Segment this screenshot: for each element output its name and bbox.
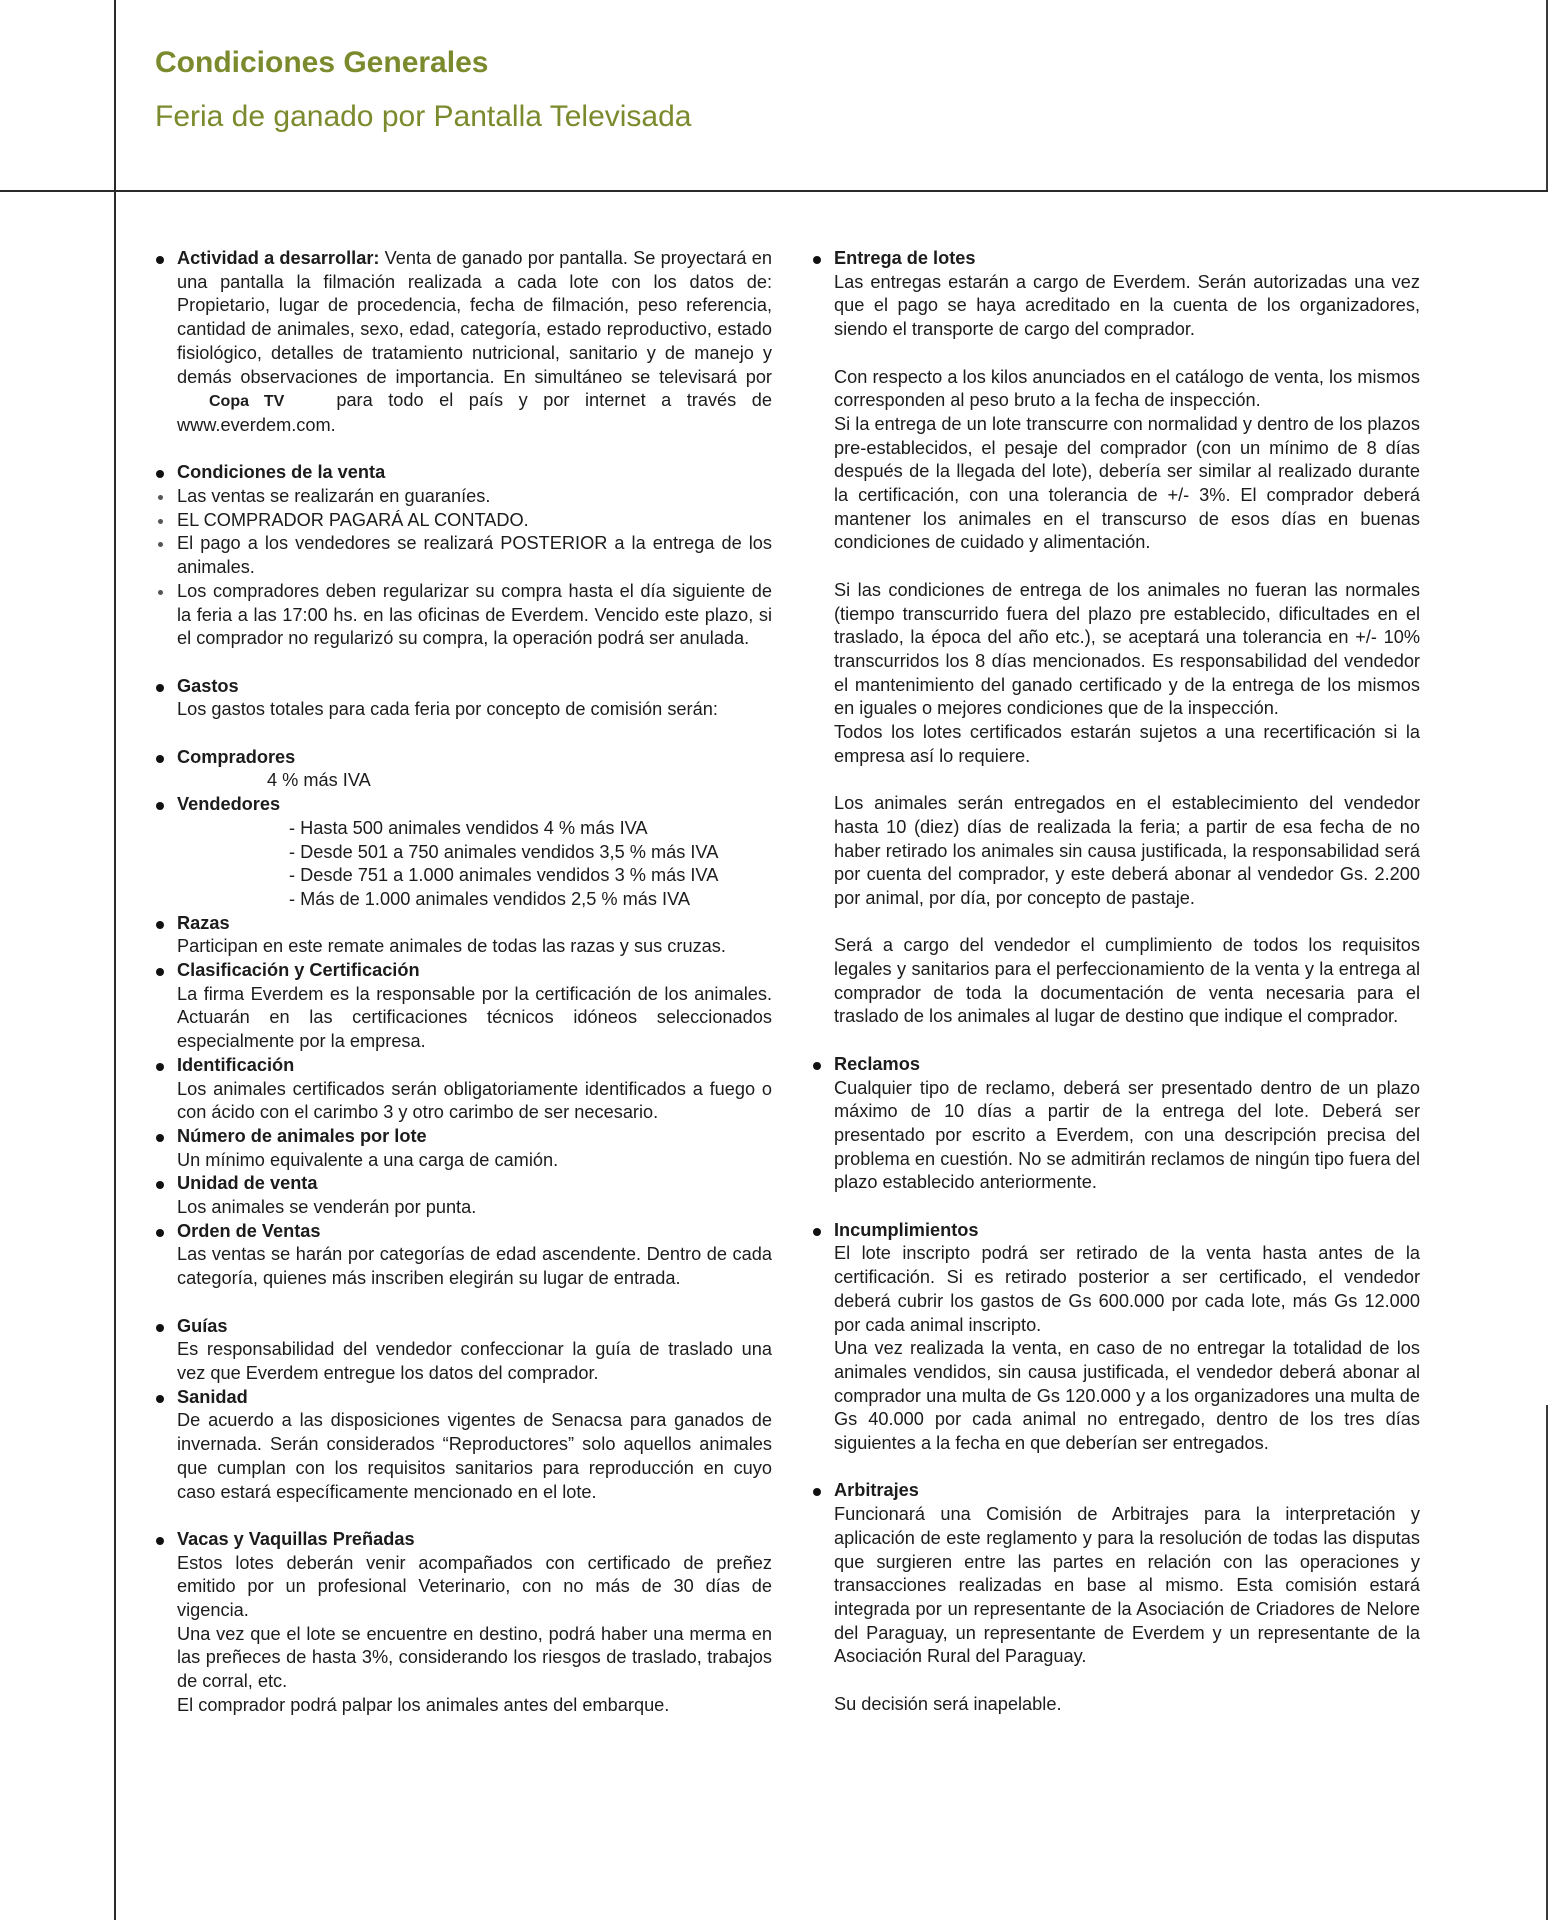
- guias-text: Es responsabilidad del vendedor confeccionar la guía de traslado una vez que Everdem entregue los datos del comprador.: [177, 1339, 772, 1383]
- section-actividad: [155, 247, 772, 438]
- entrega-text: Si la entrega de un lote transcurre con normalidad y dentro de los plazos pre-establecidos, el pesaje del comprador (con un mínimo de 8 días después de la llegada del lote), debería ser similar al realizado durante la certificación, con una tolerancia de +/- 3%. El comprador deberá mantener los animales en el transcurso de esos días en buenas condiciones de cuidado y alimentación.: [834, 413, 1420, 553]
- channel-name: Copa TV: [209, 393, 285, 411]
- clasificacion-text: La firma Everdem es la responsable por la certificación de los animales. Actuarán en las certificaciones técnicos idóneos seleccionados especialmente por la empresa.: [177, 983, 772, 1052]
- razas-title: Razas: [177, 912, 230, 933]
- unidad-title: Unidad de venta: [177, 1173, 318, 1194]
- section-incumplimientos: [812, 1219, 1420, 1456]
- left-rule: [114, 0, 116, 1920]
- actividad-label: Actividad a desarrollar:: [177, 248, 380, 268]
- left-column: [155, 247, 772, 1718]
- condiciones-item: Los compradores deben regularizar su compra hasta el día siguiente de la feria a las 17:00 hs. en las oficinas de Everdem. Vencido este plazo, si el comprador no regularizó su compra, la operación podrá ser anulada.: [155, 580, 772, 651]
- arbitrajes-decision: Su decisión será inapelable.: [834, 1693, 1062, 1714]
- section-razas: [155, 912, 772, 959]
- gastos-text: Los gastos totales para cada feria por concepto de comisión serán:: [177, 699, 718, 720]
- orden-title: Orden de Ventas: [177, 1220, 321, 1241]
- incumplimientos-text: El lote inscripto podrá ser retirado de la venta hasta antes de la certificación. Si es retirado posterior a ser certificado, el vendedor deberá cubrir los gastos de Gs 600.000 por cada lote, más Gs 12.000 por cada animal inscripto.: [834, 1243, 1420, 1335]
- compradores-fee: 4 % más IVA: [267, 770, 371, 791]
- header-divider: [0, 190, 1548, 192]
- incumplimientos-text: Una vez realizada la venta, en caso de no entregar la totalidad de los animales vendidos, sin causa justificada, el vendedor deberá abonar al comprador una multa de Gs 120.000 y a los organizadores una multa de Gs 40.000 por cada animal no entregado, dentro de los tres días siguientes a la fecha en que deberían ser entregados.: [834, 1338, 1420, 1454]
- right-column: [812, 247, 1420, 1716]
- right-rule-bottom: [1546, 1405, 1548, 1920]
- entrega-text: Si las condiciones de entrega de los animales no fueran las normales (tiempo transcurrido fuera del plazo pre establecido, dificultades en el traslado, la época del año etc.), se aceptará una tolerancia en +/- 10% transcurridos los 8 días mencionados. Es responsabilidad del vendedor el mantenimiento del ganado certificado y de la entrega de los mismos en iguales o mejores condiciones que de la inspección.: [834, 579, 1420, 719]
- actividad-text: Venta de ganado por pantalla. Se proyectará en una pantalla la filmación realizada a cada lote con los datos de: Propietario, lugar de procedencia, fecha de filmación, peso referencia, cantidad de animales, sexo, edad, categoría, estado reproductivo, estado fisiológico, detalles de tratamiento nutricional, sanitario y de manejo y demás observaciones de importancia. En simultáneo se televisará por: [177, 248, 772, 387]
- entrega-text: Los animales serán entregados en el establecimiento del vendedor hasta 10 (diez) días de realizada la feria; a partir de esa fecha de no haber retirado los animales sin causa justificada, la responsabilidad será por cuenta del comprador, y este deberá abonar al vendedor Gs. 2.200 por animal, por día, por concepto de pastaje.: [834, 793, 1420, 908]
- section-clasificacion: [155, 959, 772, 1054]
- section-arbitrajes: [812, 1479, 1420, 1716]
- section-orden: [155, 1220, 772, 1291]
- arbitrajes-title: Arbitrajes: [834, 1480, 919, 1501]
- vacas-title: Vacas y Vaquillas Preñadas: [177, 1528, 415, 1549]
- entrega-text: Todos los lotes certificados estarán sujetos a una recertificación si la empresa así lo requiere.: [834, 722, 1420, 766]
- reclamos-text: Cualquier tipo de reclamo, deberá ser presentado dentro de un plazo máximo de 10 días a partir de la entrega del lote. Deberá ser presentado por escrito a Everdem, con una descripción precisa del problema en cuestión. No se admitirán reclamos de ningún tipo fuera del plazo establecido anteriormente.: [834, 1077, 1420, 1193]
- vendedores-tier: - Hasta 500 animales vendidos 4 % más IVA: [289, 817, 648, 838]
- condiciones-item: Las ventas se realizarán en guaraníes.: [155, 485, 772, 509]
- vendedores-title: Vendedores: [177, 794, 281, 815]
- vendedores-tier: - Más de 1.000 animales vendidos 2,5 % más IVA: [289, 888, 691, 909]
- page-title: Condiciones Generales: [155, 46, 489, 79]
- identificacion-text: Los animales certificados serán obligatoriamente identificados a fuego o con ácido con el carimbo 3 y otro carimbo de ser necesario.: [177, 1078, 772, 1123]
- guias-title: Guías: [177, 1315, 228, 1336]
- vendedores-tier: - Desde 751 a 1.000 animales vendidos 3 % más IVA: [289, 865, 719, 886]
- vacas-text: Estos lotes deberán venir acompañados con certificado de preñez emitido por un profesional Veterinario, con no más de 30 días de vigencia.: [177, 1552, 772, 1620]
- section-vendedores: [155, 793, 772, 912]
- section-entrega: [812, 247, 1420, 1029]
- right-rule-top: [1546, 0, 1548, 192]
- section-vacas: [155, 1528, 772, 1718]
- numero-text: Un mínimo equivalente a una carga de camión.: [177, 1149, 559, 1170]
- section-identificacion: [155, 1054, 772, 1125]
- section-condiciones: [155, 461, 772, 485]
- unidad-text: Los animales se venderán por punta.: [177, 1197, 477, 1218]
- clasificacion-title: Clasificación y Certificación: [177, 960, 420, 981]
- sanidad-title: Sanidad: [177, 1386, 248, 1407]
- numero-title: Número de animales por lote: [177, 1125, 427, 1146]
- identificacion-title: Identificación: [177, 1054, 295, 1075]
- sanidad-text: De acuerdo a las disposiciones vigentes de Senacsa para ganados de invernada. Serán considerados “Reproductores” solo aquellos animales que cumplan con los requisitos sanitarios para reproducción en cuyo caso estará específicamente mencionado en el lote.: [177, 1410, 772, 1502]
- vacas-text: Una vez que el lote se encuentre en destino, podrá haber una merma en las preñeces de hasta 3%, considerando los riesgos de traslado, trabajos de corral, etc.: [177, 1623, 772, 1692]
- incumplimientos-title: Incumplimientos: [834, 1219, 979, 1240]
- vendedores-tier: - Desde 501 a 750 animales vendidos 3,5 % más IVA: [289, 841, 719, 862]
- section-numero: [155, 1125, 772, 1172]
- section-sanidad: [155, 1386, 772, 1505]
- entrega-text: Las entregas estarán a cargo de Everdem. Serán autorizadas una vez que el pago se haya acreditado en la cuenta de los organizadores, siendo el transporte de cargo del comprador.: [834, 271, 1420, 340]
- section-gastos: [155, 675, 772, 722]
- condiciones-title: Condiciones de la venta: [177, 462, 386, 483]
- condiciones-item: El pago a los vendedores se realizará POSTERIOR a la entrega de los animales.: [155, 532, 772, 579]
- compradores-title: Compradores: [177, 746, 296, 767]
- arbitrajes-text: Funcionará una Comisión de Arbitrajes para la interpretación y aplicación de este reglamento y para la resolución de todas las disputas que surgieren entre las partes en relación con las operaciones y transacciones realizadas en base al mismo. Esta comisión estará integrada por un representante de la Asociación de Criadores de Nelore del Paraguay, un representante de Everdem y un representante de la Asociación Rural del Paraguay.: [834, 1504, 1420, 1667]
- entrega-text: Con respecto a los kilos anunciados en el catálogo de venta, los mismos corresponden al peso bruto a la fecha de inspección.: [834, 366, 1420, 411]
- entrega-text: Será a cargo del vendedor el cumplimiento de todos los requisitos legales y sanitarios para el perfeccionamiento de la venta y la entrega al comprador de toda la documentación de venta necesaria para el traslado de los animales al lugar de destino que indique el comprador.: [834, 935, 1420, 1027]
- gastos-title: Gastos: [177, 675, 239, 696]
- razas-text: Participan en este remate animales de todas las razas y sus cruzas.: [177, 936, 726, 957]
- actividad-tail: para todo el país y por internet a través de www.everdem.com.: [177, 390, 772, 435]
- section-guias: [155, 1315, 772, 1386]
- page-subtitle: Feria de ganado por Pantalla Televisada: [155, 100, 692, 133]
- reclamos-title: Reclamos: [834, 1053, 920, 1074]
- orden-text: Las ventas se harán por categorías de edad ascendente. Dentro de cada categoría, quienes más inscriben elegirán su lugar de entrada.: [177, 1244, 772, 1289]
- vacas-text: El comprador podrá palpar los animales antes del embarque.: [177, 1694, 670, 1715]
- section-unidad: [155, 1172, 772, 1219]
- section-compradores: [155, 746, 772, 793]
- entrega-title: Entrega de lotes: [834, 248, 976, 268]
- section-reclamos: [812, 1053, 1420, 1195]
- condiciones-item: EL COMPRADOR PAGARÁ AL CONTADO.: [155, 509, 772, 533]
